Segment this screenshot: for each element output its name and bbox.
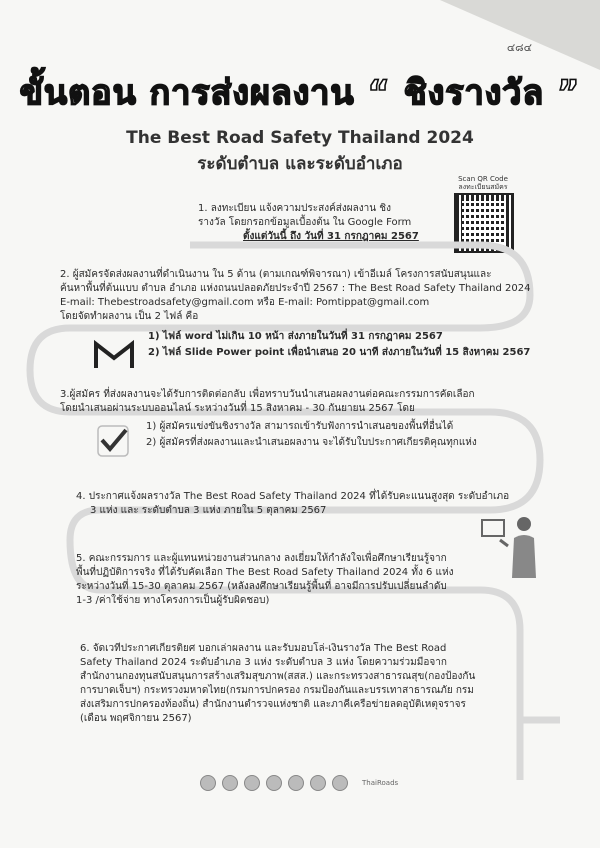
step6-line5: ส่งเสริมการปกครองท้องถิ่น) สำนักงานตำรวจแห่งชาติ และภาคีเครือข่ายลดอุบัติเหตุจราจร <box>80 699 466 710</box>
step6-line6: (เดือน พฤศจิกายน 2567) <box>80 713 192 724</box>
step5-line1: 5. คณะกรรมการ และผู้แทนหน่วยงานส่วนกลาง ลงเยี่ยมให้กำลังใจเพื่อศึกษาเรียนรู้จาก <box>76 553 447 564</box>
step2-file1: 1) ไฟล์ word ไม่เกิน 10 หน้า ส่งภายในวันที่ 31 กรกฎาคม 2567 <box>148 331 443 342</box>
step4-line2: 3 แห่ง และ ระดับตำบล 3 แห่ง ภายใน 5 ตุลาคม 2567 <box>90 505 327 516</box>
partner-logo-icon <box>222 775 238 791</box>
step1-line2: รางวัล โดยกรอกข้อมูลเบื้องต้น ใน Google Form <box>198 217 412 228</box>
step2-line1: 2. ผู้สมัครจัดส่งผลงานที่ดำเนินงาน ใน 5 ด้าน (ตามเกณฑ์พิจารณา) เข้าอีเมล์ โครงการสนับสนุนและ <box>60 269 492 280</box>
partner-logo-icon <box>288 775 304 791</box>
step2-emails: E-mail: Thebestroadsafety@gmail.com หรือ E-mail: Pomtippat@gmail.com <box>60 297 430 308</box>
step2-line2: ค้นหาพื้นที่ต้นแบบ ตำบล อำเภอ แห่งถนนปลอดภัยประจำปี 2567 : The Best Road Safety Thailand 2024 <box>60 283 531 294</box>
step2-file2: 2) ไฟล์ Slide Power point เพื่อนำเสนอ 20 นาที ส่งภายในวันที่ 15 สิงหาคม 2567 <box>148 347 531 358</box>
step5-line3: ระหว่างวันที่ 15-30 ตุลาคม 2567 (หลังลงศึกษาเรียนรู้พื้นที่ อาจมีการปรับเปลี่ยนลำดับ <box>76 581 447 592</box>
step6-line4: การบาดเจ็บฯ) กระทรวงมหาดไทย(กรมการปกครอง กรมป้องกันและบรรเทาสาธารณภัย กรม <box>80 685 474 696</box>
gmail-icon <box>92 338 136 372</box>
qr-caption: Scan QR Code ลงทะเบียนสมัคร <box>458 175 508 191</box>
step5-line2: พื้นที่ปฏิบัติการจริง ที่ได้รับคัดเลือก The Best Road Safety Thailand 2024 ทั้ง 6 แห่ง <box>76 567 454 578</box>
subtitle-level: ระดับตำบล และระดับอำเภอ <box>197 154 403 174</box>
step6-line2: Safety Thailand 2024 ระดับอำเภอ 3 แห่ง ระดับตำบล 3 แห่ง โดยความร่วมมือจาก <box>80 657 447 668</box>
checkmark-icon <box>96 424 130 458</box>
step6-line1: 6. จัดเวทีประกาศเกียรติยศ บอกเล่าผลงาน และรับมอบโล่-เงินรางวัล The Best Road <box>80 643 447 654</box>
step3-item2: 2) ผู้สมัครที่ส่งผลงานและนำเสนอผลงาน จะได้รับใบประกาศเกียรติคุณทุกแห่ง <box>146 437 477 448</box>
step2-line4: โดยจัดทำผลงาน เป็น 2 ไฟล์ คือ <box>60 311 199 322</box>
main-title: ขั้นตอน การส่งผลงาน “ ชิงรางวัล ” <box>19 73 581 113</box>
presenter-icon <box>478 510 548 580</box>
partner-logo-icon <box>244 775 260 791</box>
step6-line3: สำนักงานกองทุนสนับสนุนการสร้างเสริมสุขภาพ(สสส.) และกระทรวงสาธารณสุข(กองป้องกัน <box>80 671 476 682</box>
page-number: ๔๘๔ <box>506 41 532 54</box>
partner-logo-icon <box>332 775 348 791</box>
step3-item1: 1) ผู้สมัครแข่งขันชิงรางวัล สามารถเข้ารับฟังการนำเสนอของพื้นที่อื่นได้ <box>146 421 454 432</box>
step3-line1: 3.ผู้สมัคร ที่ส่งผลงานจะได้รับการติดต่อกลับ เพื่อทราบวันนำเสนอผลงานต่อคณะกรรมการคัดเลือก <box>60 389 475 400</box>
step1-deadline: ตั้งแต่วันนี้ ถึง วันที่ 31 กรกฎาคม 2567 <box>243 231 419 242</box>
step3-line2: โดยนำเสนอผ่านระบบออนไลน์ ระหว่างวันที่ 15 สิงหาคม - 30 กันยายน 2567 โดย <box>60 403 415 414</box>
subtitle-event: The Best Road Safety Thailand 2024 <box>126 128 474 148</box>
partner-logos <box>200 776 460 790</box>
step4-line1: 4. ประกาศแจ้งผลรางวัล The Best Road Safety Thailand 2024 ที่ได้รับคะแนนสูงสุด ระดับอำเภอ <box>76 491 510 502</box>
partner-logo-icon <box>200 775 216 791</box>
footer-logo-text: ThaiRoads <box>362 779 399 787</box>
step1-line1: 1. ลงทะเบียน แจ้งความประสงค์ส่งผลงาน ชิง <box>198 203 391 214</box>
partner-logo-icon <box>266 775 282 791</box>
partner-logo-icon <box>310 775 326 791</box>
step5-line4: 1-3 /ค่าใช้จ่าย ทางโครงการเป็นผู้รับผิดชอบ) <box>76 595 270 606</box>
